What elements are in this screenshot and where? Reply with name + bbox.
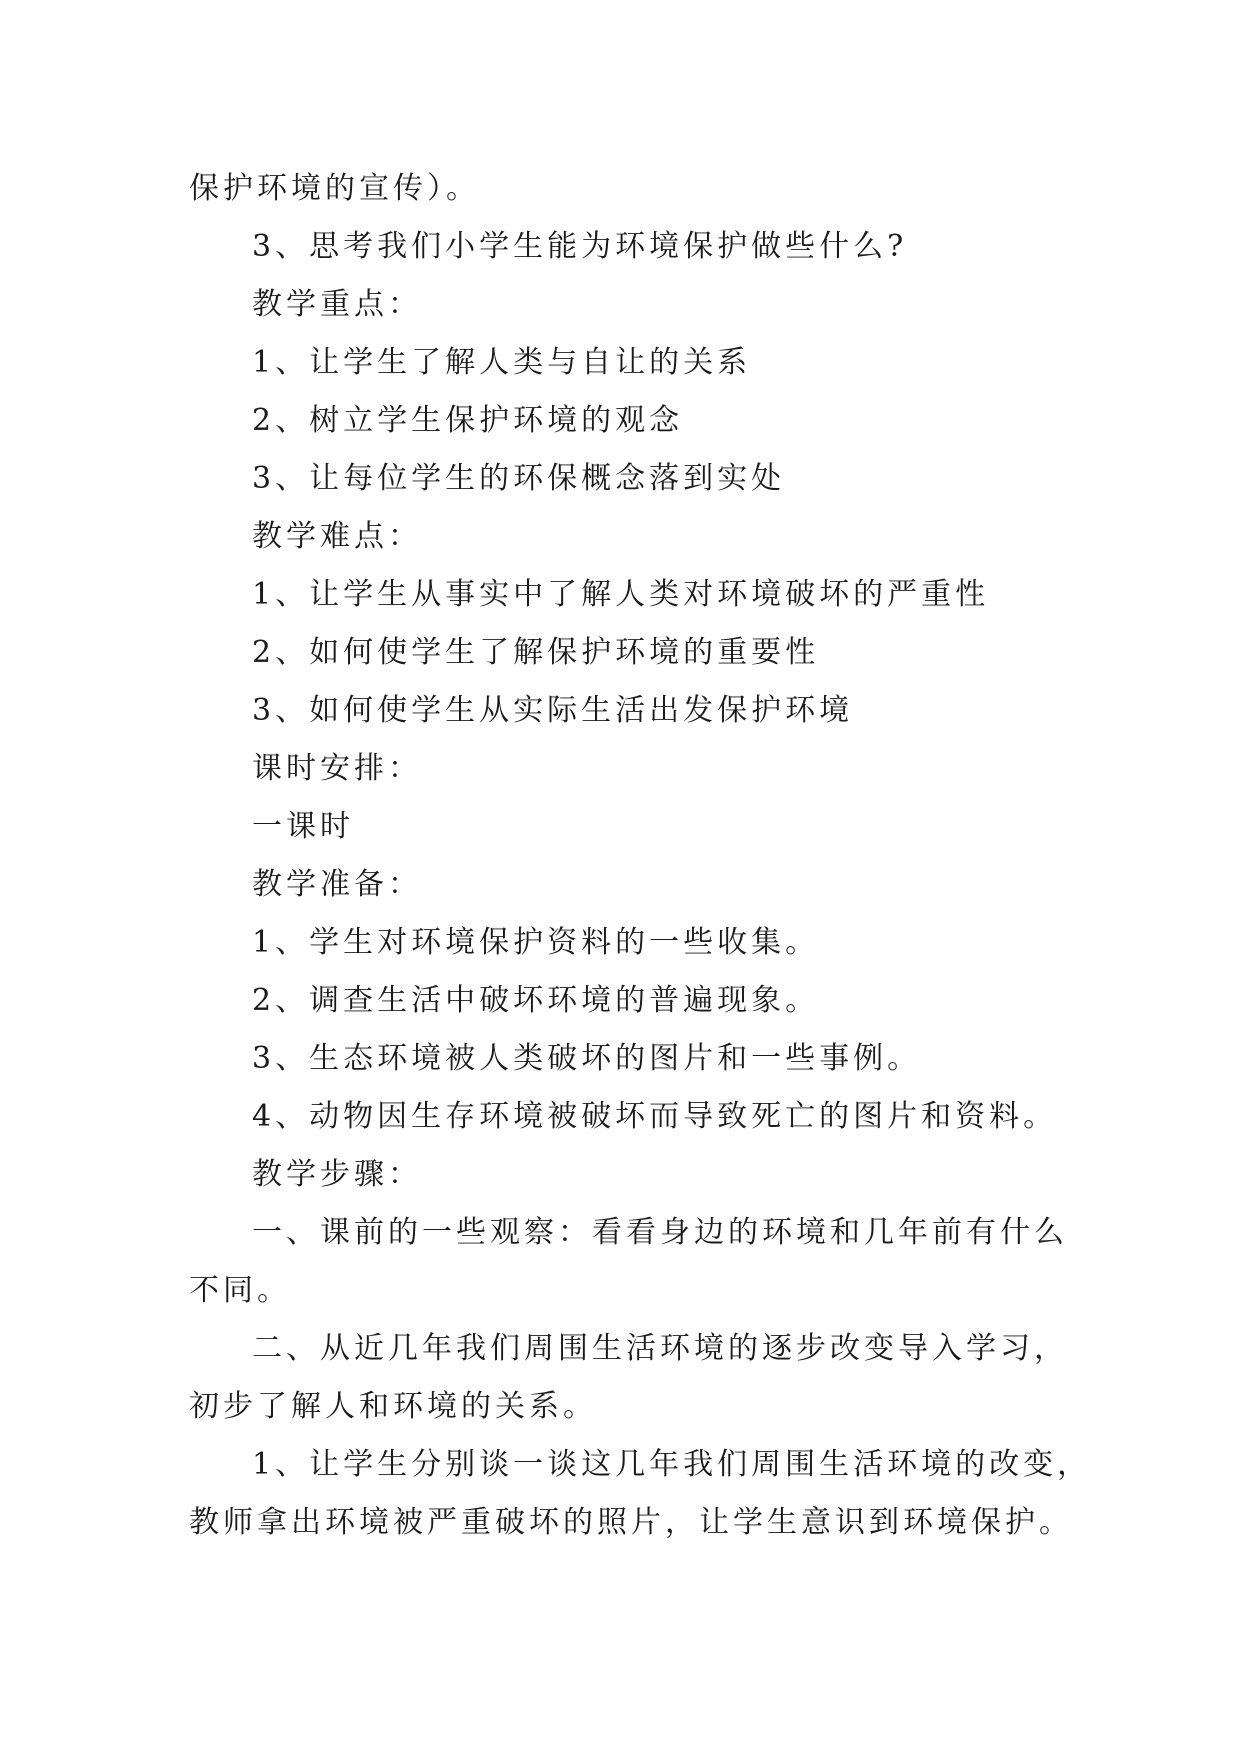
text-line: 初步了解人和环境的关系。 bbox=[189, 1389, 597, 1424]
section-heading: 教学步骤： bbox=[252, 1157, 422, 1192]
text-line: 教师拿出环境被严重破坏的照片，让学生意识到环境保护。 bbox=[189, 1505, 1073, 1540]
text-line: 不同。 bbox=[189, 1273, 291, 1308]
text-line: 一、课前的一些观察：看看身边的环境和几年前有什么 bbox=[252, 1215, 1068, 1250]
text-line: 2、调查生活中破坏环境的普遍现象。 bbox=[252, 983, 820, 1018]
body-text bbox=[189, 160, 1092, 1552]
text-line: 3、让每位学生的环保概念落到实处 bbox=[252, 461, 786, 496]
text-line: 2、如何使学生了解保护环境的重要性 bbox=[252, 635, 820, 670]
text-line: 1、让学生从事实中了解人类对环境破坏的严重性 bbox=[252, 577, 990, 612]
text-line: 2、树立学生保护环境的观念 bbox=[252, 403, 684, 438]
text-line: 一课时 bbox=[252, 809, 354, 844]
text-line: 4、动物因生存环境被破坏而导致死亡的图片和资料。 bbox=[252, 1099, 1058, 1134]
text-line: 1、学生对环境保护资料的一些收集。 bbox=[252, 925, 820, 960]
section-heading: 课时安排： bbox=[252, 751, 422, 786]
text-line: 1、让学生分别谈一谈这几年我们周围生活环境的改变， bbox=[252, 1447, 1092, 1482]
text-line: 1、让学生了解人类与自让的关系 bbox=[252, 345, 752, 380]
text-line: 3、如何使学生从实际生活出发保护环境 bbox=[252, 693, 854, 728]
section-heading: 教学重点： bbox=[252, 287, 422, 322]
text-line: 二、从近几年我们周围生活环境的逐步改变导入学习， bbox=[252, 1331, 1068, 1366]
section-heading: 教学准备： bbox=[252, 867, 422, 902]
text-line: 3、生态环境被人类破坏的图片和一些事例。 bbox=[252, 1041, 922, 1076]
text-line: 保护环境的宣传）。 bbox=[189, 171, 480, 206]
text-line: 3、思考我们小学生能为环境保护做些什么? bbox=[252, 229, 908, 264]
section-heading: 教学难点： bbox=[252, 519, 422, 554]
